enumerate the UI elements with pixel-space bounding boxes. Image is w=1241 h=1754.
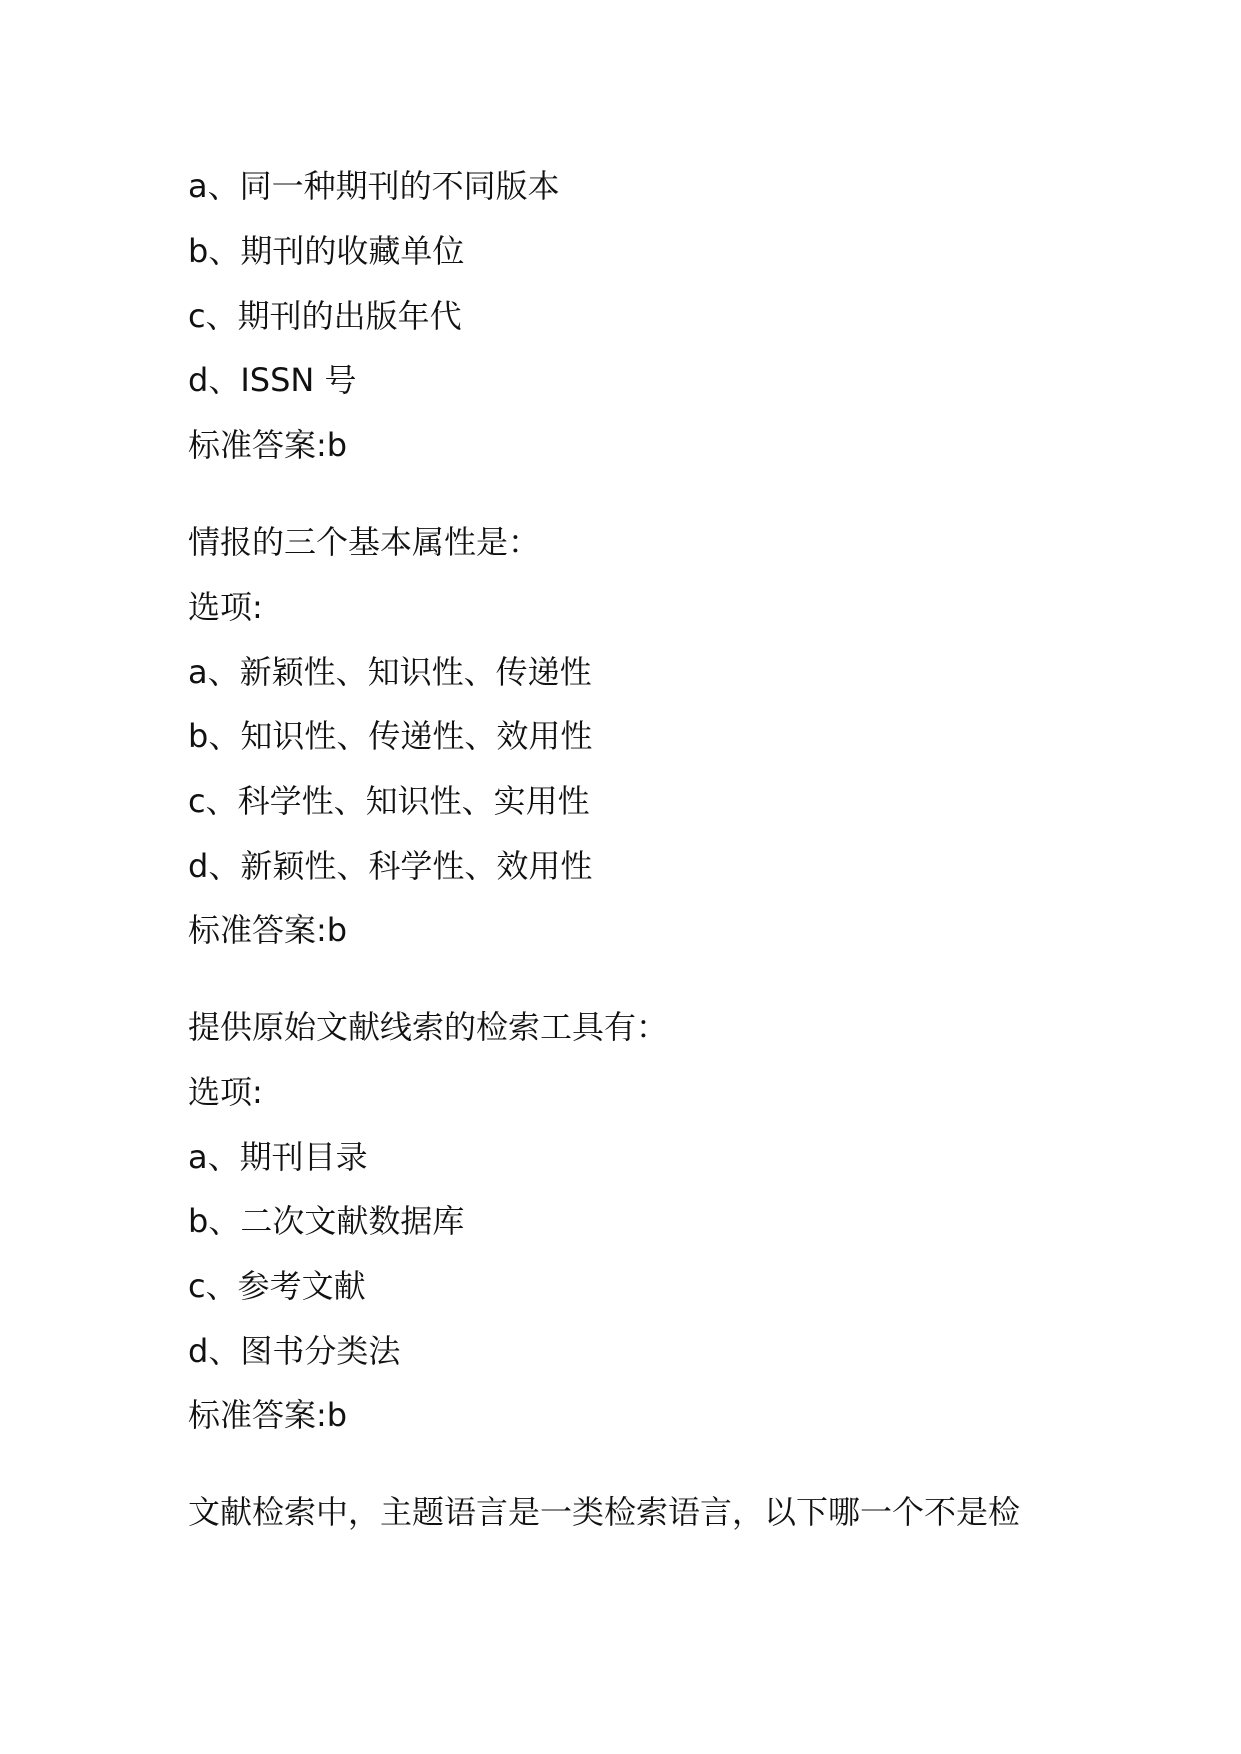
q1-option-b: b、期刊的收藏单位 bbox=[188, 232, 465, 270]
q1-answer: 标准答案:b bbox=[188, 426, 348, 464]
q3-option-c: c、参考文献 bbox=[188, 1267, 366, 1305]
q3-option-a: a、期刊目录 bbox=[188, 1138, 368, 1176]
q1-option-a: a、同一种期刊的不同版本 bbox=[188, 167, 560, 205]
q2-option-d: d、新颖性、科学性、效用性 bbox=[188, 847, 593, 885]
q3-answer: 标准答案:b bbox=[188, 1396, 348, 1434]
q1-option-c: c、期刊的出版年代 bbox=[188, 297, 462, 335]
q2-question: 情报的三个基本属性是： bbox=[188, 523, 541, 561]
q1-option-d: d、ISSN 号 bbox=[188, 361, 357, 399]
q3-options-label: 选项: bbox=[188, 1073, 263, 1111]
q3-option-d: d、图书分类法 bbox=[188, 1332, 401, 1370]
q3-option-b: b、二次文献数据库 bbox=[188, 1202, 465, 1240]
q2-option-a: a、新颖性、知识性、传递性 bbox=[188, 653, 592, 691]
q2-option-b: b、知识性、传递性、效用性 bbox=[188, 717, 593, 755]
q2-answer: 标准答案:b bbox=[188, 911, 348, 949]
q4-question: 文献检索中，主题语言是一类检索语言，以下哪一个不是检 bbox=[188, 1493, 1021, 1531]
q2-options-label: 选项: bbox=[188, 588, 263, 626]
q3-question: 提供原始文献线索的检索工具有： bbox=[188, 1008, 669, 1046]
q2-option-c: c、科学性、知识性、实用性 bbox=[188, 782, 590, 820]
